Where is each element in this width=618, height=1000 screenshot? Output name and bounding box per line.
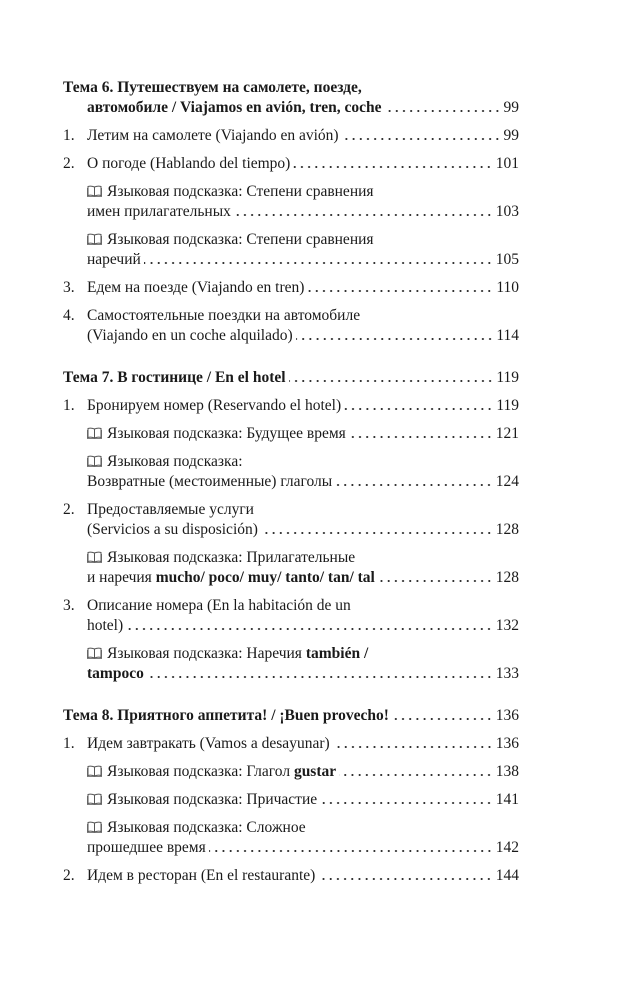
book-icon (87, 791, 102, 803)
dot-leader (342, 137, 501, 141)
title-segment: mucho/ poco/ muy/ tanto/ tan/ tal (155, 569, 375, 586)
title-segment: имен прилагательных (87, 203, 231, 220)
page-number[interactable]: 142 (495, 839, 519, 856)
entry-title (87, 250, 141, 270)
title-segment: Идем завтракать (Vamos a desayunar) (87, 735, 330, 752)
page-number[interactable]: 103 (495, 203, 519, 220)
entry-line (87, 230, 519, 250)
page-number[interactable]: 99 (503, 99, 519, 116)
entry-title (63, 78, 362, 98)
entry-title (87, 452, 243, 472)
entry-title (87, 230, 374, 250)
title-segment: прошедшее время (87, 839, 206, 856)
language-hint-entry[interactable] (63, 644, 519, 684)
entry-title (87, 644, 368, 664)
page-number[interactable]: 136 (495, 707, 519, 724)
page-number[interactable]: 110 (496, 279, 519, 296)
entry-line (87, 500, 519, 520)
entry-title (87, 182, 374, 202)
book-icon (87, 549, 102, 561)
title-segment: и наречия (87, 569, 156, 586)
entry-line (87, 866, 519, 886)
page-number[interactable]: 99 (503, 127, 519, 144)
dot-leader (147, 675, 493, 679)
toc-item[interactable] (63, 154, 519, 174)
item-number: 4. (63, 307, 75, 324)
entry-line (63, 98, 519, 118)
toc-section (63, 368, 519, 684)
dot-leader (318, 877, 492, 881)
language-hint-entry[interactable] (63, 762, 519, 782)
entry-line (63, 78, 519, 98)
entry-title (87, 500, 254, 520)
entry-title (87, 396, 341, 416)
entry-line (87, 472, 519, 492)
entry-title (87, 98, 382, 118)
dot-leader (344, 407, 493, 411)
dot-leader (333, 745, 493, 749)
entry-title (87, 154, 290, 174)
title-segment: Идем в ресторан (En el restaurante) (87, 867, 316, 884)
title-segment: автомобиле / Viajamos en avión, tren, coche (87, 99, 382, 116)
entry-line (87, 734, 519, 754)
entry-title (87, 306, 360, 326)
page-number[interactable]: 133 (495, 665, 519, 682)
dot-leader (385, 109, 501, 113)
title-segment: también / (305, 645, 369, 662)
toc-item[interactable] (63, 126, 519, 146)
toc-section (63, 78, 519, 346)
title-segment: Предоставляемые услуги (87, 501, 254, 518)
entry-title (87, 568, 375, 588)
title-segment: О погоде (Hablando del tiempo) (87, 155, 291, 172)
item-number: 1. (63, 127, 75, 144)
entry-line (87, 182, 519, 202)
item-number: 3. (63, 597, 75, 614)
entry-line (87, 154, 519, 174)
title-segment: Языковая подсказка: Будущее время (107, 425, 346, 442)
page-number[interactable]: 101 (495, 155, 519, 172)
entry-line (87, 616, 519, 636)
entry-line (87, 664, 519, 684)
language-hint-entry[interactable] (63, 230, 519, 270)
entry-line (87, 306, 519, 326)
entry-title (87, 866, 315, 886)
dot-leader (307, 289, 493, 293)
toc-item[interactable] (63, 396, 519, 416)
entry-line (87, 596, 519, 616)
page-number[interactable]: 114 (496, 327, 519, 344)
dot-leader (378, 579, 493, 583)
entry-title (87, 326, 293, 346)
toc-item[interactable] (63, 734, 519, 754)
entry-title (87, 790, 317, 810)
book-icon (87, 763, 102, 775)
entry-line (87, 838, 519, 858)
item-number: 2. (63, 501, 75, 518)
page-number[interactable]: 105 (495, 251, 519, 268)
entry-title (87, 520, 258, 540)
title-segment: Самостоятельные поездки на автомобиле (87, 307, 361, 324)
dot-leader (339, 773, 493, 777)
entry-title (87, 734, 330, 754)
dot-leader (234, 213, 493, 217)
book-icon (87, 231, 102, 243)
title-segment: Языковая подсказка: Наречия (107, 645, 306, 662)
entry-line (87, 520, 519, 540)
title-segment: Тема 6. Путешествуем на самолете, поезде, (63, 79, 362, 96)
item-number: 2. (63, 867, 75, 884)
title-segment: (Viajando en un coche alquilado) (87, 327, 293, 344)
entry-title (63, 368, 286, 388)
page-number[interactable]: 119 (496, 397, 519, 414)
toc-item[interactable] (63, 866, 519, 886)
language-hint-entry[interactable] (63, 818, 519, 858)
title-segment: tampoco (87, 665, 144, 682)
section-heading[interactable] (63, 706, 519, 726)
page-number[interactable]: 128 (495, 521, 519, 538)
title-segment: hotel) (87, 617, 124, 634)
title-segment: gustar (293, 763, 337, 780)
entry-line (87, 278, 519, 298)
entry-title (87, 596, 351, 616)
entry-line (87, 250, 519, 270)
page-number[interactable]: 136 (495, 735, 519, 752)
title-segment: Языковая подсказка: Глагол (107, 763, 294, 780)
item-number: 1. (63, 397, 75, 414)
language-hint-entry[interactable] (63, 452, 519, 492)
entry-line (87, 644, 519, 664)
item-number: 1. (63, 735, 75, 752)
dot-leader (144, 261, 493, 265)
entry-line (87, 424, 519, 444)
page-number[interactable]: 119 (496, 369, 519, 386)
title-segment: Летим на самолете (Viajando en avión) (87, 127, 339, 144)
entry-line (87, 762, 519, 782)
book-icon (87, 819, 102, 831)
book-icon (87, 645, 102, 657)
dot-leader (126, 627, 493, 631)
entry-title (87, 664, 144, 684)
entry-line (87, 548, 519, 568)
entry-title (87, 278, 304, 298)
entry-title (63, 706, 389, 726)
title-segment: (Servicios a su disposición) (87, 521, 258, 538)
dot-leader (209, 849, 493, 853)
page-number[interactable]: 121 (495, 425, 519, 442)
entry-line (63, 706, 519, 726)
language-hint-entry[interactable] (63, 182, 519, 222)
page-number[interactable]: 128 (495, 569, 519, 586)
title-segment: Возвратные (местоименные) глаголы (87, 473, 333, 490)
entry-title (87, 126, 339, 146)
entry-line (87, 452, 519, 472)
title-segment: Языковая подсказка: Степени сравнения (107, 183, 374, 200)
dot-leader (293, 165, 492, 169)
entry-title (87, 548, 355, 568)
entry-title (87, 762, 336, 782)
entry-line (87, 818, 519, 838)
title-segment: Языковая подсказка: Степени сравнения (107, 231, 374, 248)
entry-title (87, 424, 346, 444)
entry-title (87, 838, 206, 858)
language-hint-entry[interactable] (63, 424, 519, 444)
dot-leader (289, 379, 494, 383)
dot-leader (320, 801, 493, 805)
section-heading[interactable] (63, 78, 519, 118)
title-segment: Описание номера (En la habitación de un (87, 597, 351, 614)
entry-line (87, 396, 519, 416)
entry-line (63, 368, 519, 388)
entry-line (87, 202, 519, 222)
book-icon (87, 425, 102, 437)
table-of-contents (63, 78, 519, 886)
toc-item[interactable] (63, 306, 519, 346)
language-hint-entry[interactable] (63, 790, 519, 810)
toc-item[interactable] (63, 278, 519, 298)
dot-leader (335, 483, 493, 487)
title-segment: Бронируем номер (Reservando el hotel) (87, 397, 342, 414)
item-number: 3. (63, 279, 75, 296)
page-number[interactable]: 144 (495, 867, 519, 884)
page-number[interactable]: 132 (495, 617, 519, 634)
entry-title (87, 616, 123, 636)
page-number[interactable]: 138 (495, 763, 519, 780)
entry-line (87, 126, 519, 146)
language-hint-entry[interactable] (63, 548, 519, 588)
title-segment: Языковая подсказка: Прилагательные (107, 549, 356, 566)
dot-leader (349, 435, 493, 439)
title-segment: Тема 8. Приятного аппетита! / ¡Buen provecho! (63, 707, 389, 724)
title-segment: Языковая подсказка: Сложное (107, 819, 306, 836)
toc-item[interactable] (63, 596, 519, 636)
page-number[interactable]: 124 (495, 473, 519, 490)
dot-leader (392, 717, 493, 721)
title-segment: Языковая подсказка: (107, 453, 243, 470)
title-segment: Едем на поезде (Viajando en tren) (87, 279, 305, 296)
book-icon (87, 453, 102, 465)
entry-line (87, 790, 519, 810)
entry-title (87, 202, 231, 222)
entry-line (87, 568, 519, 588)
dot-leader (296, 337, 494, 341)
toc-item[interactable] (63, 500, 519, 540)
page-number[interactable]: 141 (495, 791, 519, 808)
book-icon (87, 183, 102, 195)
section-heading[interactable] (63, 368, 519, 388)
title-segment: Тема 7. В гостинице / En el hotel (63, 369, 286, 386)
title-segment: Языковая подсказка: Причастие (107, 791, 318, 808)
title-segment: наречий (87, 251, 141, 268)
toc-section (63, 706, 519, 886)
dot-leader (261, 531, 493, 535)
entry-title (87, 818, 306, 838)
entry-line (87, 326, 519, 346)
entry-title (87, 472, 332, 492)
item-number: 2. (63, 155, 75, 172)
